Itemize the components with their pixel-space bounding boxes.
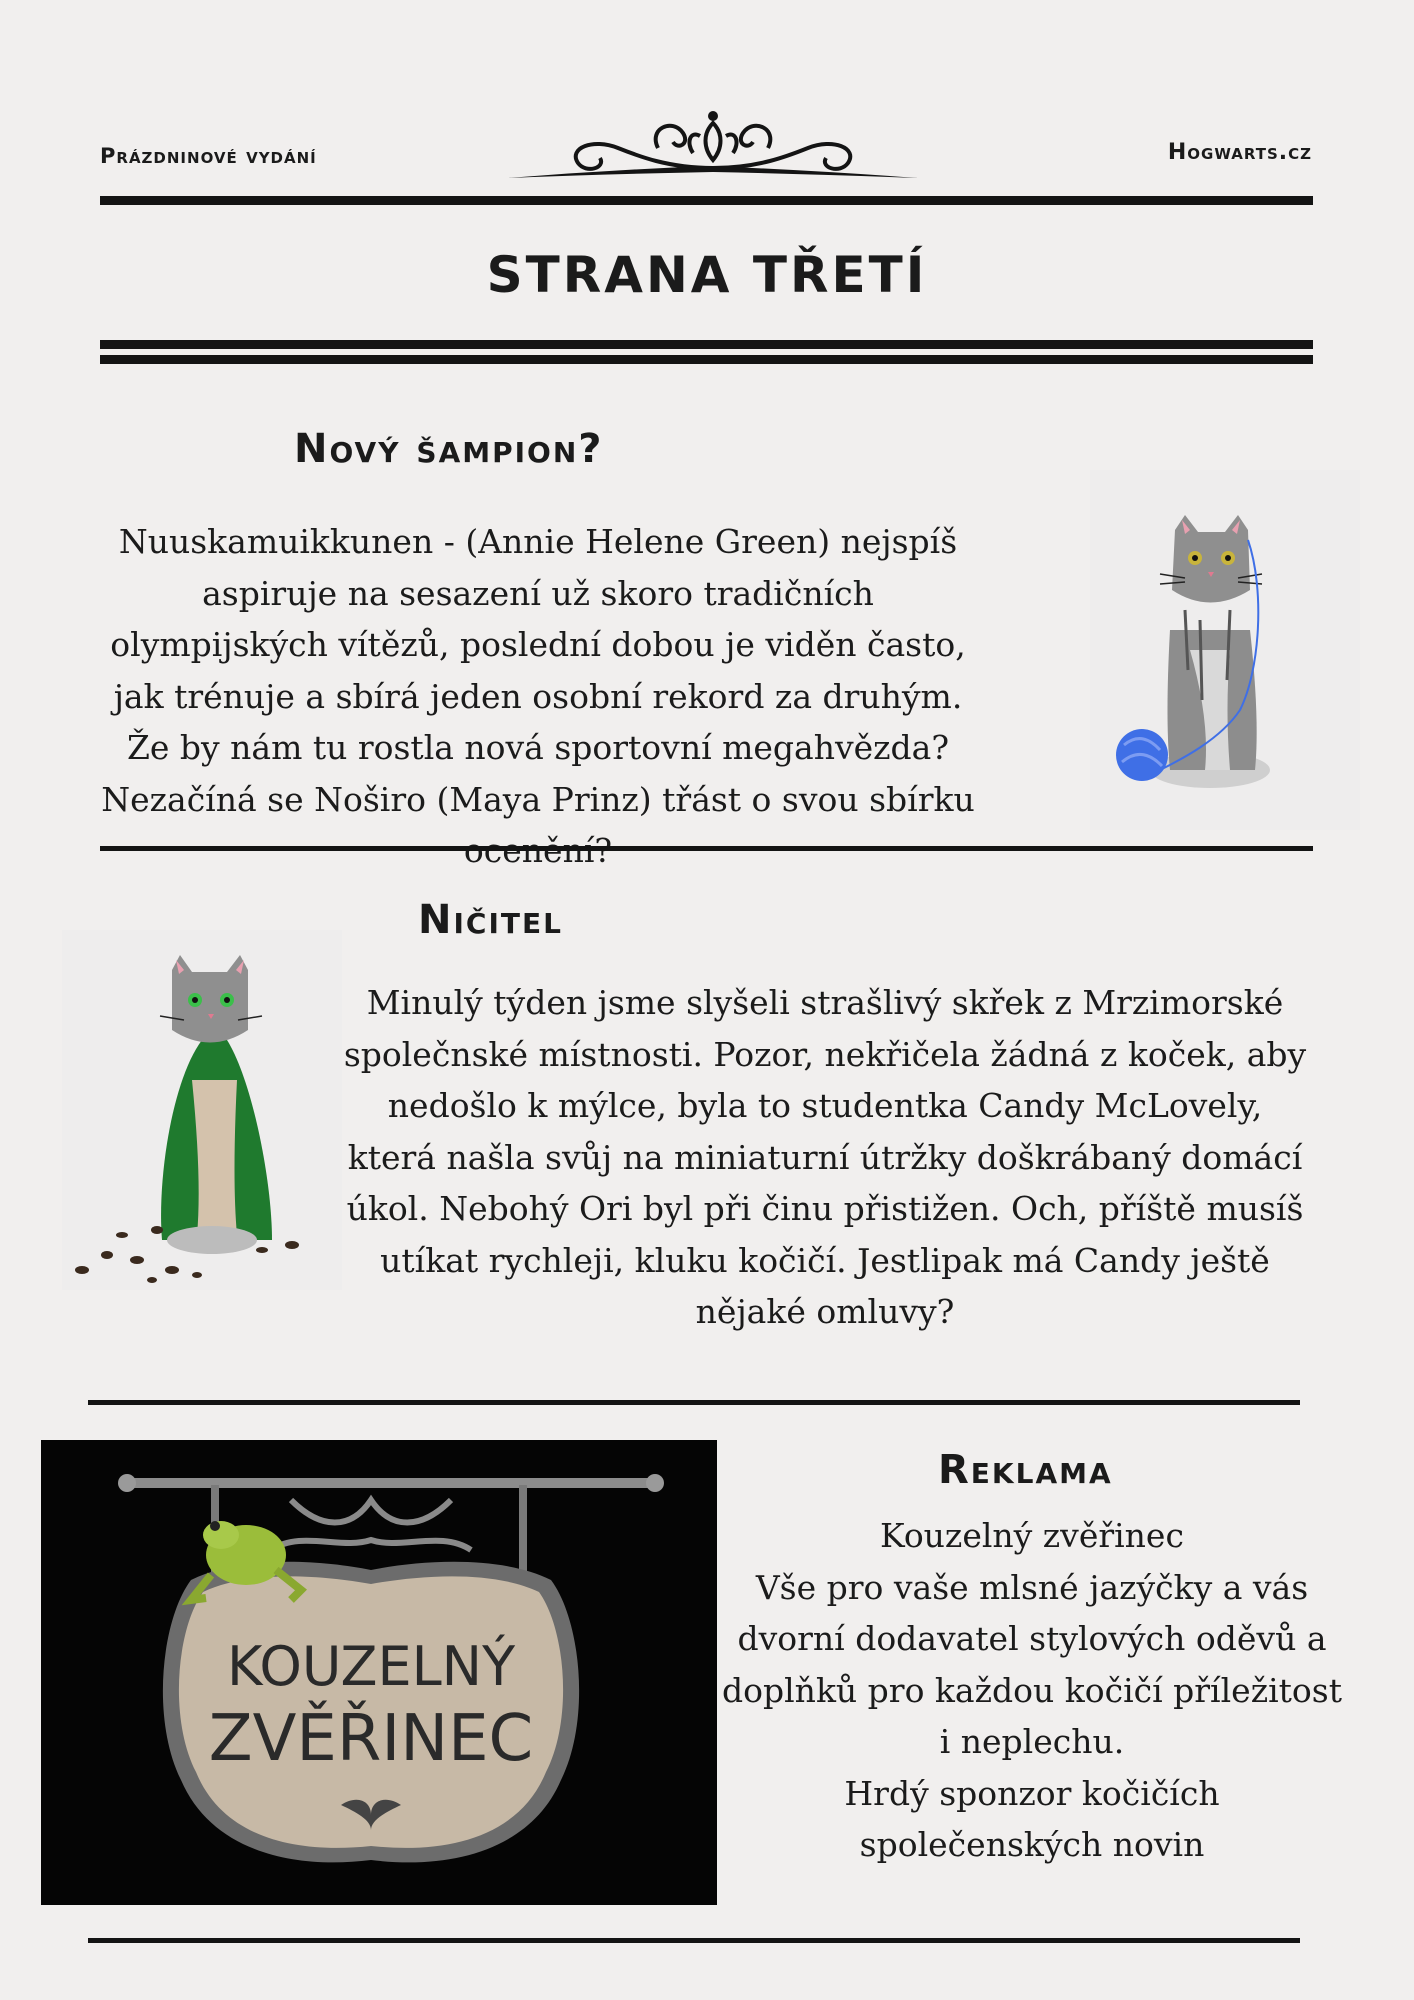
advert-text xyxy=(722,1510,1342,1871)
site-label: Hogwarts.cz xyxy=(1167,140,1312,165)
title-rule-top xyxy=(100,340,1313,349)
cat-icon xyxy=(1090,470,1360,830)
advert-heading: Reklama xyxy=(938,1447,1113,1493)
sign-text-line2: ZVĚŘINEC xyxy=(208,1702,534,1776)
article-text-destroyer: Minulý týden jsme slyšeli strašlivý skřek z Mrzimorské společnské místnosti. Pozor, nekřičela žádná z koček, aby nedošlo k mýlce, byla to studentka Candy McLovely, která našla svůj na miniaturní útržky doškrábaný domácí úkol. Nebohý Ori byl při činu přistižen. Och, příště musíš utíkat rychleji, kluku kočičí. Jestlipak má Candy ještě nějaké omluvy? xyxy=(343,983,1307,1331)
article-divider-2 xyxy=(88,1400,1300,1405)
article-divider-1 xyxy=(100,846,1313,851)
advert-shop-name: Kouzelný zvěřinec xyxy=(880,1516,1184,1555)
bottom-rule xyxy=(88,1938,1300,1943)
header-rule xyxy=(100,196,1313,205)
title-rule-bottom xyxy=(100,355,1313,364)
header-ornament-icon xyxy=(508,108,918,188)
sign-text-line1: KOUZELNÝ xyxy=(226,1635,516,1698)
edition-label: Prázdninové vydání xyxy=(100,144,317,168)
cat-with-yarn-image xyxy=(1090,470,1360,830)
cloaked-cat-icon xyxy=(62,930,342,1290)
advert-sponsor: Hrdý sponzor kočičích společenských novin xyxy=(844,1773,1220,1864)
cat-in-cloak-image xyxy=(62,930,342,1290)
article-heading-destroyer: Ničitel xyxy=(418,897,563,943)
article-text-champion: Nuuskamuikkunen - (Annie Helene Green) nejspíš aspiruje na sesazení už skoro tradičních olympijských vítězů, poslední dobou je viděn často, jak trénuje a sbírá jeden osobní rekord za druhým. Že by nám tu rostla nová sportovní megahvězda? Nezačíná se Noširo (Maya Prinz) třást o svou sbírku xyxy=(101,522,975,819)
page-title: STRANA TŘETÍ xyxy=(486,246,928,304)
hanging-sign-icon xyxy=(41,1440,717,1905)
article-heading-champion: Nový šampion? xyxy=(294,426,604,472)
advert-description: Vše pro vaše mlsné jazýčky a vás dvorní dodavatel stylových oděvů a doplňků pro každou kočičí příležitost i neplechu. xyxy=(722,1567,1342,1761)
pet-shop-sign-image xyxy=(41,1440,717,1905)
